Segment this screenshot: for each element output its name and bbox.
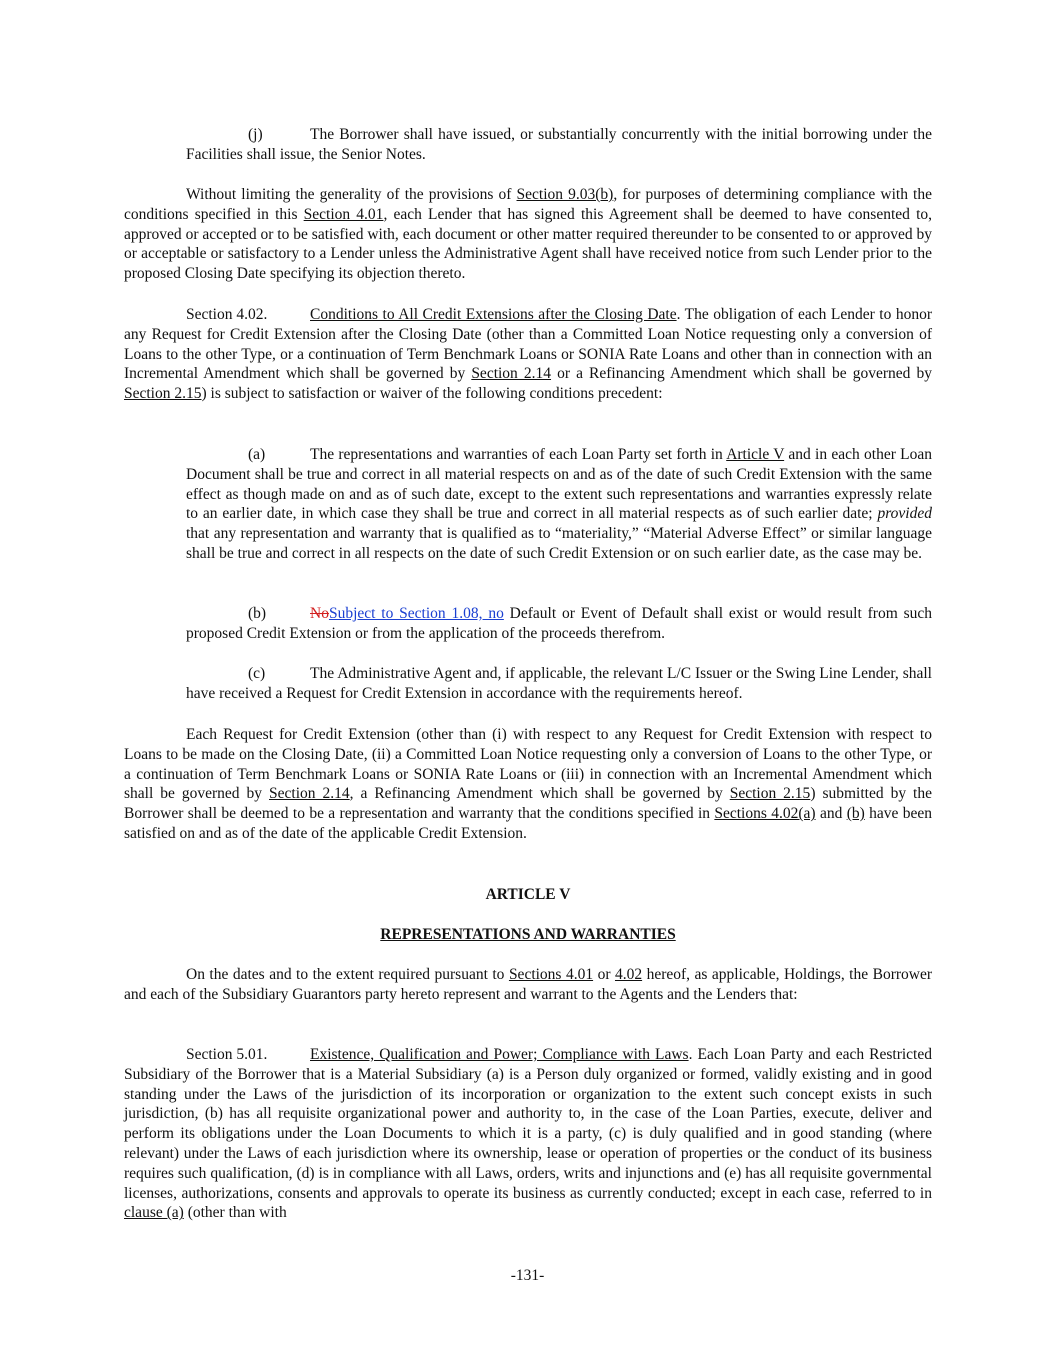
paragraph-without-limiting [124, 185, 932, 284]
article-title-text: REPRESENTATIONS AND WARRANTIES [380, 926, 676, 943]
item-a-label: (a) [248, 446, 266, 463]
text: and [815, 805, 847, 823]
item-j-text: The Borrower shall have issued, or substantially concurrently with the initial borrowing under the Facilities shall issue, the Senior Notes. [186, 126, 932, 163]
section-5-01 [124, 1045, 932, 1223]
text: On the dates and to the extent required pursuant to [186, 966, 509, 983]
text: and in each other Loan Document shall be true and correct in all material respects on and as of the date of such Credit Extension with the same effect as though made on and as of such date, except to the extent such representations and warranties expressly relate to an earlier date, in which case they shall be true and correct in all material respects as of such earlier date; [186, 446, 932, 523]
clause-ref-a[interactable]: clause (a) [124, 1204, 184, 1222]
text: . The obligation of each Lender to honor any Request for Credit Extension after the Closing Date (other than a Committed Loan Notice requesting only a conversion of Loans to the other Type, or a continuation of Term Benchmark Loans or SONIA Rate Loans and other than in connection with an Incremental Amendment which shall be governed by [124, 306, 932, 383]
item-c [186, 664, 932, 704]
italic-provided: provided [877, 505, 932, 523]
section-heading: Existence, Qualification and Power; Compliance with Laws [310, 1046, 689, 1063]
section-ref-4-02a[interactable]: Sections 4.02(a) [714, 805, 816, 823]
text: , for purposes of determining compliance with the conditions specified in this [124, 186, 932, 223]
text: hereof, as applicable, Holdings, the Borrower and each of the Subsidiary Guarantors party hereto represent and warrant to the Agents and the Lenders that: [124, 966, 932, 1003]
section-heading: Conditions to All Credit Extensions after the Closing Date [310, 306, 677, 323]
paragraph-each-request [124, 725, 932, 844]
text: , a Refinancing Amendment which shall be governed by [349, 785, 730, 803]
text: The representations and warranties of each Loan Party set forth in [310, 446, 727, 463]
section-ref-b[interactable]: (b) [846, 805, 865, 823]
section-ref-2-15[interactable]: Section 2.15 [729, 785, 811, 803]
item-c-text: The Administrative Agent and, if applicable, the relevant L/C Issuer or the Swing Line Lender, shall have received a Request for Credit Extension in accordance with the requirements hereof. [186, 665, 932, 702]
text: Each Request for Credit Extension (other than (i) with respect to any Request for Credit Extension with respect to Loans to be made on the Closing Date, (ii) a Committed Loan Notice requesting only a conversion of Loans to the other Type, or a continuation of Term Benchmark Loans or SONIA Rate Loans or (iii) in connection with an Incremental Amendment which shall be governed by [124, 726, 932, 803]
item-j [186, 125, 932, 165]
text: that any representation and warranty that is qualified as to “materiality,” “Material Adverse Effect” or similar language shall be true and correct in all respects on the date of such Credit Extension or on such earlier date, as the case may be. [186, 525, 932, 562]
section-ref-4-02[interactable]: 4.02 [614, 966, 643, 983]
section-number: Section 5.01. [186, 1046, 268, 1063]
text: (other than with [183, 1204, 287, 1222]
text: or a Refinancing Amendment which shall be governed by [551, 365, 933, 383]
deleted-text: No [310, 605, 329, 622]
section-ref-4-01[interactable]: Section 4.01 [303, 205, 384, 223]
text: have been satisfied on and as of the date of the applicable Credit Extension. [124, 805, 932, 842]
article-number: ARTICLE V [485, 886, 571, 903]
text: Default or Event of Default shall exist or would result from such proposed Credit Extension or from the application of the proceeds therefrom. [186, 605, 932, 642]
section-ref-2-14[interactable]: Section 2.14 [269, 785, 350, 803]
item-j-label: (j) [248, 126, 263, 143]
text: , each Lender that has signed this Agreement shall be deemed to have consented to, approved or accepted or to be satisfied with, each document or other matter required thereunder to be consented to or approved by or acceptable or satisfactory to a Lender unless the Administrative Agent shall have received notice from such Lender prior to the proposed Closing Date specifying its objection thereto. [124, 205, 932, 283]
inserted-text[interactable]: Subject to Section 1.08, no [328, 605, 504, 622]
section-ref-4-01[interactable]: Sections 4.01 [508, 966, 594, 983]
text: or [593, 966, 615, 983]
text: . Each Loan Party and each Restricted Subsidiary of the Borrower that is a Material Subsidiary (a) is a Person duly organized or formed, validly existing and in good standing under the Laws of the jurisdiction of its incorporation or organization to the extent such concept exists in such jurisdiction, (b) has all requisite organizational power and authority to, in the case of the Loan Parties, execute, deliver and perform its obligations under the Loan Documents to which it is a party, (c) is duly qualified and in good standing (where relevant) under the Laws of each jurisdiction where its ownership, lease or operation of properties or the conduct of its business requires such qualification, (d) is in compliance with all Laws, orders, writs and injunctions and (e) has all requisite governmental licenses, authorizations, consents and approvals to operate its business as currently conducted; except in each case, referred to in [124, 1046, 932, 1202]
section-number: Section 4.02. [186, 306, 268, 323]
item-b-label: (b) [248, 605, 267, 622]
item-c-label: (c) [248, 665, 266, 682]
section-4-02 [124, 305, 932, 404]
article-title [124, 925, 932, 945]
article-ref-v[interactable]: Article V [726, 446, 785, 463]
section-ref-2-14[interactable]: Section 2.14 [471, 365, 552, 383]
text: ) submitted by the Borrower shall be deemed to be a representation and warranty that the conditions specified in [124, 785, 932, 823]
section-ref-2-15[interactable]: Section 2.15 [124, 385, 202, 403]
item-b [186, 604, 932, 644]
page-number: -131- [510, 1267, 545, 1284]
paragraph-on-the-dates [124, 965, 932, 1005]
text: ) is subject to satisfaction or waiver of the following conditions precedent: [201, 385, 663, 403]
text: Without limiting the generality of the provisions of [186, 186, 517, 203]
item-a [186, 445, 932, 564]
section-ref-9-03b[interactable]: Section 9.03(b) [516, 186, 614, 203]
